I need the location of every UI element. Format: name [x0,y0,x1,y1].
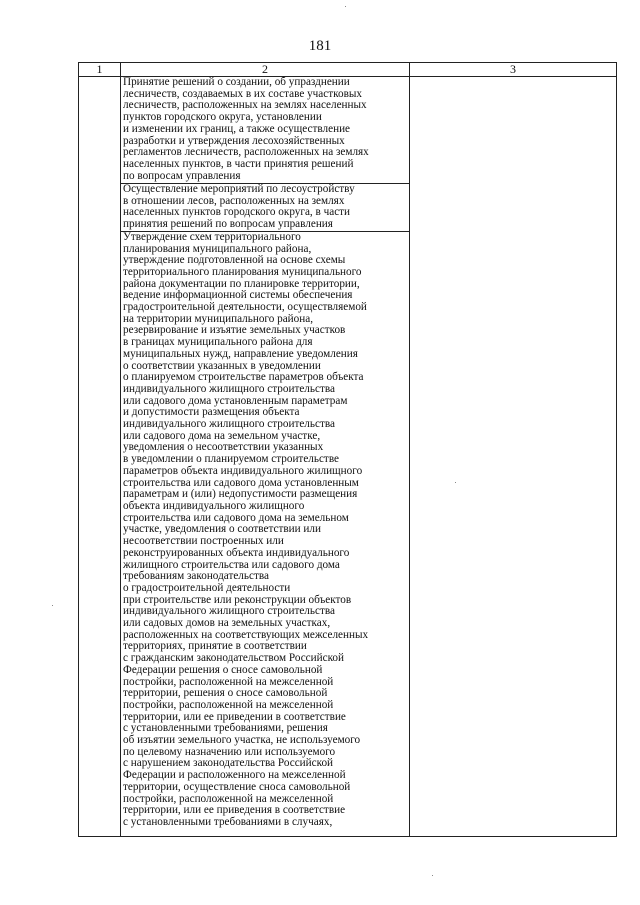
table-cell-col2: Принятие решений о создании, об упразднении лесничеств, создаваемых в их составе участковых лесничеств, расположенных на землях населенных пунктов городского округа, установлении и изменении их границ, а также осуществление разработки и утверждения лесохозяйственных регламентов лесничеств, расположенных на землях населенных пунктов, в части принятия решений по вопросам управления [121,77,410,184]
scan-speck [52,605,53,606]
table-cell-col3 [410,231,617,836]
column-header-1: 1 [79,63,121,77]
scan-speck [455,482,456,483]
scan-speck [345,6,346,7]
column-header-2: 2 [121,63,410,77]
header-row [79,63,617,77]
document-table [78,62,617,837]
table-row [79,184,617,232]
table-cell-col3 [410,184,617,232]
table-header [79,63,617,77]
table-cell-col3 [410,77,617,184]
table-cell-col2: Утверждение схем территориального планирования муниципального района, утверждение подготовленной на основе схемы территориального планирования муниципального района документации по планировке территории, ведение информационной системы обеспечения градостроительной деятельности, осуществляемой на территории муниципального района, резервирование и изъятие земельных участков в границах муниципального района для муниципальных нужд, направление уведомления о соответствии указанных в уведомлении о планируемом строительстве параметров объекта индивидуального жилищного строительства или садового дома установленным параметрам и допустимости размещения объекта индивидуального жилищного строительства или садового дома на земельном участке, уведомления о несоответствии указанных в уведомлении о планируемом строительстве параметров объекта индивидуального жилищного строительства или садового дома установленным параметрам и (или) недопустимости размещения объекта индивидуального жилищного строительства или садового дома на земельном участке, уведомления о соответствии или несоответствии построенных или реконструированных объекта индивидуального жилищного строительства или садового дома требованиям законодательства о градостроительной деятельности при строительстве или реконструкции объектов индивидуального жилищного строительства или садовых домов на земельных участках, расположенных на соответствующих межселенных территориях, принятие в соответствии с гражданским законодательством Российской Федерации решения о сносе самовольной постройки, расположенной на межселенной территории, решения о сносе самовольной постройки, расположенной на межселенной территории, или ее приведении в соответствие с установленными требованиями, решения об изъятии земельного участка, не используемого по целевому назначению или используемого с нарушением законодательства Российской Федерации и расположенного на межселенной территории, осуществление сноса самовольной постройки, расположенной на межселенной территории, или ее приведения в соответствие с установленными требованиями в случаях, [121,231,410,836]
page-number: 181 [308,38,332,54]
scan-speck [432,875,433,876]
table-cell-col1 [79,77,121,184]
table-cell-col2: Осуществление мероприятий по лесоустройству в отношении лесов, расположенных на землях населенных пунктов городского округа, в части принятия решений по вопросам управления [121,184,410,232]
table-row [79,231,617,836]
table-cell-col1 [79,184,121,232]
table-cell-col1 [79,231,121,836]
table-row [79,77,617,184]
column-header-3: 3 [410,63,617,77]
